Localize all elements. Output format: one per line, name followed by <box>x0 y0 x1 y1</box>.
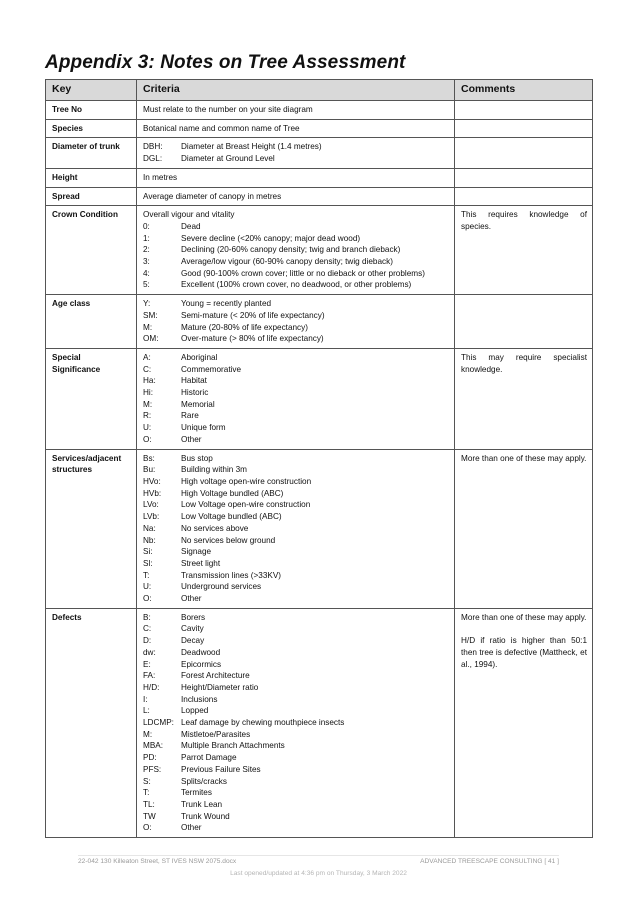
row-key: Crown Condition <box>46 206 137 295</box>
criteria-text: Commemorative <box>181 364 242 374</box>
table-header-row <box>46 80 593 101</box>
table-row <box>46 119 593 138</box>
criteria-code: S: <box>143 776 151 786</box>
row-comment <box>455 206 593 295</box>
comment-text: This may require specialist knowledge. <box>461 352 587 374</box>
criteria-code: D: <box>143 636 152 646</box>
row-criteria: Average diameter of canopy in metres <box>137 187 455 206</box>
criteria-item <box>143 682 449 694</box>
criteria-item <box>143 256 449 268</box>
criteria-text: No services above <box>181 523 249 533</box>
row-key: Defects <box>46 608 137 837</box>
criteria-item <box>143 523 449 535</box>
criteria-item <box>143 581 449 593</box>
criteria-code: Y: <box>143 299 151 309</box>
criteria-item <box>143 635 449 647</box>
criteria-text: Diameter at Ground Level <box>181 154 275 164</box>
criteria-code: PFS: <box>143 764 162 774</box>
criteria-item <box>143 364 449 376</box>
row-criteria <box>137 608 455 837</box>
criteria-code: Si: <box>143 547 153 557</box>
criteria-item <box>143 623 449 635</box>
criteria-code: R: <box>143 411 152 421</box>
table-row <box>46 138 593 168</box>
criteria-code: FA: <box>143 671 156 681</box>
criteria-code: U: <box>143 423 152 433</box>
page-title: Appendix 3: Notes on Tree Assessment <box>45 52 406 73</box>
criteria-code: 5: <box>143 280 150 290</box>
criteria-code: U: <box>143 582 152 592</box>
criteria-text: Borers <box>181 612 206 622</box>
criteria-text: Deadwood <box>181 647 221 657</box>
criteria-text: Parrot Damage <box>181 753 237 763</box>
criteria-item <box>143 659 449 671</box>
criteria-code: A: <box>143 352 151 362</box>
criteria-item <box>143 422 449 434</box>
criteria-text: Height/Diameter ratio <box>181 682 259 692</box>
criteria-text: Splits/cracks <box>181 776 227 786</box>
criteria-item <box>143 153 449 165</box>
footer-divider <box>78 855 559 856</box>
criteria-item <box>143 705 449 717</box>
criteria-text: Transmission lines (>33KV) <box>181 570 282 580</box>
criteria-code: LDCMP: <box>143 718 174 728</box>
criteria-code: PD: <box>143 753 157 763</box>
footer-last-updated: Last opened/updated at 4:36 pm on Thursday, 3 March 2022 <box>230 870 407 877</box>
criteria-text: Low Voltage open-wire construction <box>181 500 311 510</box>
criteria-text: High voltage open-wire construction <box>181 476 312 486</box>
criteria-text: Decay <box>181 636 205 646</box>
criteria-item <box>143 558 449 570</box>
criteria-code: 3: <box>143 257 150 267</box>
criteria-text: Other <box>181 434 202 444</box>
criteria-item <box>143 593 449 605</box>
criteria-text: Young = recently planted <box>181 299 272 309</box>
criteria-item <box>143 464 449 476</box>
criteria-item <box>143 268 449 280</box>
criteria-text: Termites <box>181 788 212 798</box>
row-comment <box>455 168 593 187</box>
criteria-item <box>143 799 449 811</box>
criteria-code: Sl: <box>143 558 153 568</box>
criteria-code: M: <box>143 729 153 739</box>
criteria-code: DBH: <box>143 142 163 152</box>
criteria-item <box>143 333 449 345</box>
criteria-text: High Voltage bundled (ABC) <box>181 488 284 498</box>
criteria-item <box>143 776 449 788</box>
row-comment <box>455 295 593 349</box>
criteria-text: Forest Architecture <box>181 671 250 681</box>
row-key: Tree No <box>46 101 137 120</box>
criteria-text: Epicormics <box>181 659 222 669</box>
criteria-code: L: <box>143 706 150 716</box>
criteria-text: Unique form <box>181 423 226 433</box>
row-key: Services/adjacent structures <box>46 449 137 608</box>
criteria-text: Lopped <box>181 706 209 716</box>
criteria-code: MBA: <box>143 741 164 751</box>
header-comments: Comments <box>455 80 593 101</box>
criteria-item <box>143 279 449 291</box>
row-criteria <box>137 449 455 608</box>
criteria-text: Multiple Branch Attachments <box>181 741 285 751</box>
row-criteria: Botanical name and common name of Tree <box>137 119 455 138</box>
criteria-item <box>143 570 449 582</box>
criteria-code: H/D: <box>143 682 160 692</box>
criteria-code: Hi: <box>143 388 154 398</box>
row-comment <box>455 119 593 138</box>
criteria-item <box>143 141 449 153</box>
comment-text-2: H/D if ratio is higher than 50:1 then tree is defective (Mattheck, et al., 1994). <box>461 636 587 669</box>
criteria-text: Previous Failure Sites <box>181 764 261 774</box>
criteria-item <box>143 752 449 764</box>
row-criteria <box>137 348 455 449</box>
criteria-item <box>143 453 449 465</box>
criteria-text: Severe decline (<20% canopy; major dead wood) <box>181 233 361 243</box>
criteria-code: Bu: <box>143 465 156 475</box>
table-row <box>46 449 593 608</box>
criteria-code: O: <box>143 434 152 444</box>
table-row <box>46 295 593 349</box>
criteria-code: C: <box>143 364 152 374</box>
criteria-item <box>143 233 449 245</box>
criteria-text: Semi-mature (< 20% of life expectancy) <box>181 310 325 320</box>
row-comment <box>455 187 593 206</box>
criteria-item <box>143 387 449 399</box>
comment-spacer <box>461 623 587 635</box>
criteria-code: DGL: <box>143 154 163 164</box>
criteria-item <box>143 488 449 500</box>
criteria-text: Habitat <box>181 376 207 386</box>
criteria-item <box>143 729 449 741</box>
criteria-item <box>143 244 449 256</box>
row-key: Species <box>46 119 137 138</box>
criteria-item <box>143 298 449 310</box>
criteria-text: Rare <box>181 411 199 421</box>
row-key: Special Significance <box>46 348 137 449</box>
criteria-item <box>143 352 449 364</box>
table-row <box>46 168 593 187</box>
criteria-item <box>143 670 449 682</box>
table-row <box>46 101 593 120</box>
row-key: Spread <box>46 187 137 206</box>
criteria-code: M: <box>143 322 153 332</box>
criteria-item <box>143 499 449 511</box>
criteria-code: SM: <box>143 310 158 320</box>
criteria-code: M: <box>143 399 153 409</box>
header-criteria: Criteria <box>137 80 455 101</box>
criteria-item <box>143 787 449 799</box>
criteria-code: Ha: <box>143 376 156 386</box>
criteria-text: Signage <box>181 547 212 557</box>
row-comment <box>455 101 593 120</box>
row-criteria: Must relate to the number on your site diagram <box>137 101 455 120</box>
criteria-item <box>143 546 449 558</box>
criteria-text: Aboriginal <box>181 352 218 362</box>
comment-text: This requires knowledge of species. <box>461 210 587 231</box>
criteria-text: Mistletoe/Parasites <box>181 729 251 739</box>
criteria-text: No services below ground <box>181 535 276 545</box>
criteria-code: LVo: <box>143 500 159 510</box>
criteria-code: Nb: <box>143 535 156 545</box>
criteria-item <box>143 811 449 823</box>
criteria-code: HVb: <box>143 488 162 498</box>
criteria-code: HVo: <box>143 476 161 486</box>
criteria-item <box>143 322 449 334</box>
table-row <box>46 187 593 206</box>
criteria-code: 1: <box>143 233 150 243</box>
criteria-code: C: <box>143 624 152 634</box>
criteria-item <box>143 822 449 834</box>
row-key: Height <box>46 168 137 187</box>
criteria-item <box>143 535 449 547</box>
criteria-code: T: <box>143 788 150 798</box>
row-comment <box>455 608 593 837</box>
criteria-item <box>143 310 449 322</box>
criteria-text: Other <box>181 594 202 604</box>
criteria-text: Over-mature (> 80% of life expectancy) <box>181 334 324 344</box>
criteria-code: Bs: <box>143 453 155 463</box>
criteria-code: I: <box>143 694 148 704</box>
criteria-item <box>143 740 449 752</box>
criteria-code: O: <box>143 823 152 833</box>
criteria-item <box>143 434 449 446</box>
criteria-text: Inclusions <box>181 694 218 704</box>
criteria-code: B: <box>143 612 151 622</box>
comment-text: More than one of these may apply. <box>461 612 587 622</box>
criteria-code: E: <box>143 659 151 669</box>
criteria-item <box>143 375 449 387</box>
criteria-text: Bus stop <box>181 453 213 463</box>
criteria-code: TL: <box>143 799 155 809</box>
row-comment <box>455 138 593 168</box>
criteria-code: T: <box>143 570 150 580</box>
row-criteria <box>137 206 455 295</box>
criteria-text: Building within 3m <box>181 465 247 475</box>
criteria-text: Trunk Wound <box>181 811 230 821</box>
criteria-text: Dead <box>181 221 201 231</box>
criteria-item <box>143 476 449 488</box>
row-key: Diameter of trunk <box>46 138 137 168</box>
tree-assessment-table <box>45 79 593 838</box>
row-criteria <box>137 295 455 349</box>
criteria-text: Historic <box>181 388 209 398</box>
criteria-item <box>143 511 449 523</box>
criteria-code: dw: <box>143 647 156 657</box>
criteria-text: Average/low vigour (60-90% canopy density; twig dieback) <box>181 257 393 267</box>
criteria-text: Low Voltage bundled (ABC) <box>181 512 282 522</box>
criteria-code: 0: <box>143 221 150 231</box>
criteria-text: Declining (20-60% canopy density; twig and branch dieback) <box>181 245 401 255</box>
criteria-item <box>143 612 449 624</box>
table-row <box>46 348 593 449</box>
criteria-item <box>143 221 449 233</box>
criteria-text: Other <box>181 823 202 833</box>
criteria-code: Na: <box>143 523 156 533</box>
header-key: Key <box>46 80 137 101</box>
criteria-code: LVb: <box>143 512 160 522</box>
criteria-code: 4: <box>143 268 150 278</box>
table-row <box>46 206 593 295</box>
criteria-text: Underground services <box>181 582 262 592</box>
criteria-code: 2: <box>143 245 150 255</box>
criteria-text: Memorial <box>181 399 215 409</box>
criteria-item <box>143 694 449 706</box>
criteria-text: Mature (20-80% of life expectancy) <box>181 322 308 332</box>
row-criteria: In metres <box>137 168 455 187</box>
criteria-text: Trunk Lean <box>181 799 223 809</box>
criteria-text: Good (90-100% crown cover; little or no dieback or other problems) <box>181 268 425 278</box>
row-comment <box>455 348 593 449</box>
row-key: Age class <box>46 295 137 349</box>
criteria-item <box>143 717 449 729</box>
criteria-code: OM: <box>143 334 159 344</box>
criteria-item <box>143 399 449 411</box>
criteria-text: Excellent (100% crown cover, no deadwood, or other problems) <box>181 280 412 290</box>
row-comment <box>455 449 593 608</box>
criteria-text: Cavity <box>181 624 204 634</box>
table-row <box>46 608 593 837</box>
criteria-code: TW <box>143 811 156 821</box>
criteria-code: O: <box>143 594 152 604</box>
criteria-text: Street light <box>181 558 221 568</box>
criteria-item <box>143 647 449 659</box>
comment-text: More than one of these may apply. <box>461 453 587 463</box>
footer-company-page: ADVANCED TREESCAPE CONSULTING [ 41 ] <box>420 858 559 865</box>
criteria-text: Leaf damage by chewing mouthpiece insects <box>181 718 345 728</box>
criteria-intro: Overall vigour and vitality <box>143 210 235 220</box>
criteria-text: Diameter at Breast Height (1.4 metres) <box>181 142 322 152</box>
criteria-item <box>143 410 449 422</box>
row-criteria <box>137 138 455 168</box>
criteria-item <box>143 764 449 776</box>
footer-filename: 22-042 130 Killeaton Street, ST IVES NSW 2075.docx <box>78 858 237 865</box>
